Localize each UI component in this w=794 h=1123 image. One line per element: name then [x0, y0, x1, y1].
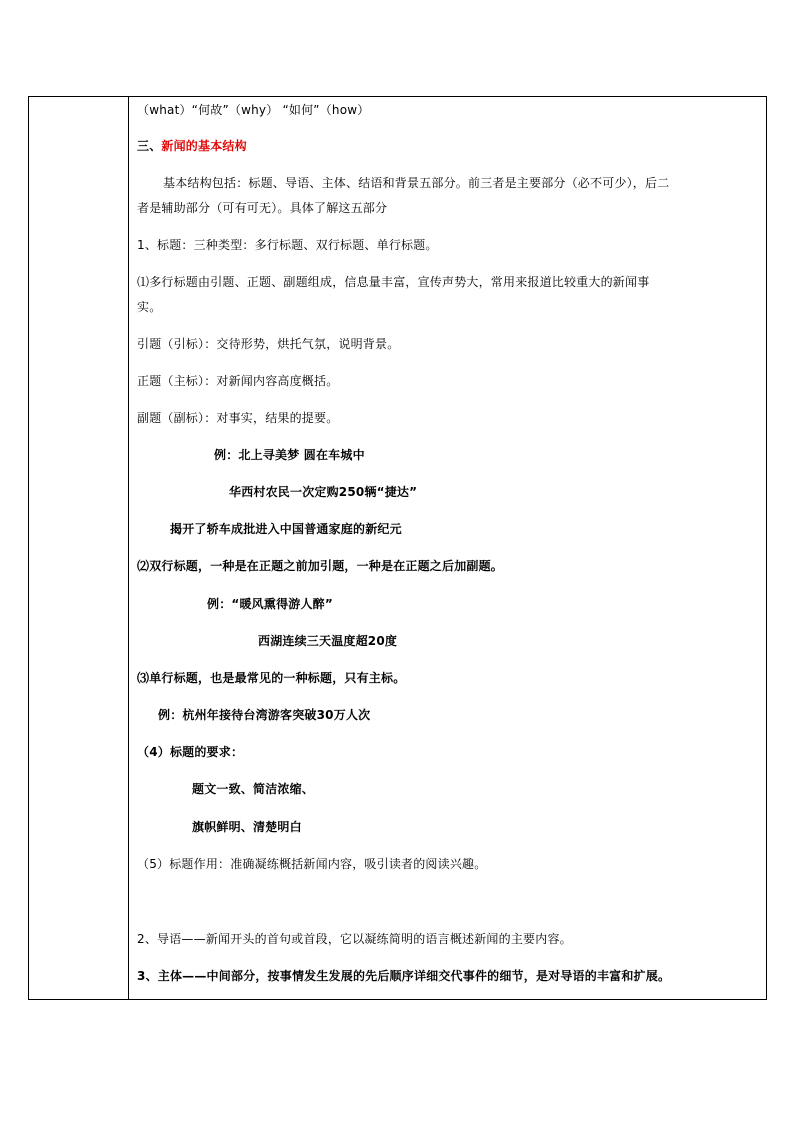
text-line-lead-title: 引题（引标）：交待形势，烘托气氛，说明背景。	[137, 337, 400, 351]
text-line-main-title: 正题（主标）：对新闻内容高度概括。	[137, 374, 339, 388]
text-line-multi-headline: ⑴多行标题由引题、正题、副题组成，信息量丰富，宣传声势大，常用来报道比较重大的新闻事	[137, 275, 650, 289]
example-line-5: 西湖连续三天温度超20度	[258, 634, 398, 648]
example-line-3: 揭开了轿车成批进入中国普通家庭的新纪元	[170, 522, 402, 536]
text-line-double-headline: ⑵双行标题，一种是在正题之前加引题，一种是在正题之后加副题。	[137, 559, 504, 573]
requirement-line-2: 旗帜鲜明、清楚明白	[192, 820, 302, 834]
text-line-headline-function: （5）标题作用：准确凝练概括新闻内容，吸引读者的阅读兴趣。	[137, 857, 487, 871]
text-line-structure-intro-cont: 者是辅助部分（可有可无）。具体了解这五部分	[137, 201, 388, 215]
text-line-headline-types: 1、标题：三种类型：多行标题、双行标题、单行标题。	[137, 238, 438, 252]
text-line-headline-requirements: （4）标题的要求：	[137, 745, 244, 759]
example-line-6: 例：杭州年接待台湾游客突破30万人次	[158, 708, 371, 722]
example-line-1: 例：北上寻美梦 圆在车城中	[214, 448, 365, 462]
section-title: 新闻的基本结构	[161, 139, 247, 153]
text-line-multi-headline-cont: 实。	[137, 300, 162, 314]
table-column-divider	[128, 97, 129, 999]
example-line-2: 华西村农民一次定购250辆“捷达”	[229, 485, 418, 499]
text-line-structure-intro: 基本结构包括：标题、导语、主体、结语和背景五部分。前三者是主要部分（必不可少），后二	[163, 176, 670, 190]
text-line-what-why-how: （what）“何故”（why） “如何”（how）	[137, 103, 370, 117]
example-line-4: 例：“暖风熏得游人醉”	[207, 597, 333, 611]
text-line-body: 3、主体——中间部分，按事情发生发展的先后顺序详细交代事件的细节，是对导语的丰富和扩展。	[137, 969, 671, 983]
section-heading	[137, 138, 247, 154]
text-line-lead: 2、导语——新闻开头的首句或首段，它以凝练简明的语言概述新闻的主要内容。	[137, 932, 572, 946]
text-line-sub-title: 副题（副标）：对事实，结果的提要。	[137, 411, 339, 425]
requirement-line-1: 题文一致、简洁浓缩、	[192, 782, 315, 796]
text-line-single-headline: ⑶单行标题，也是最常见的一种标题，只有主标。	[137, 671, 406, 685]
section-number: 三、	[137, 139, 162, 153]
